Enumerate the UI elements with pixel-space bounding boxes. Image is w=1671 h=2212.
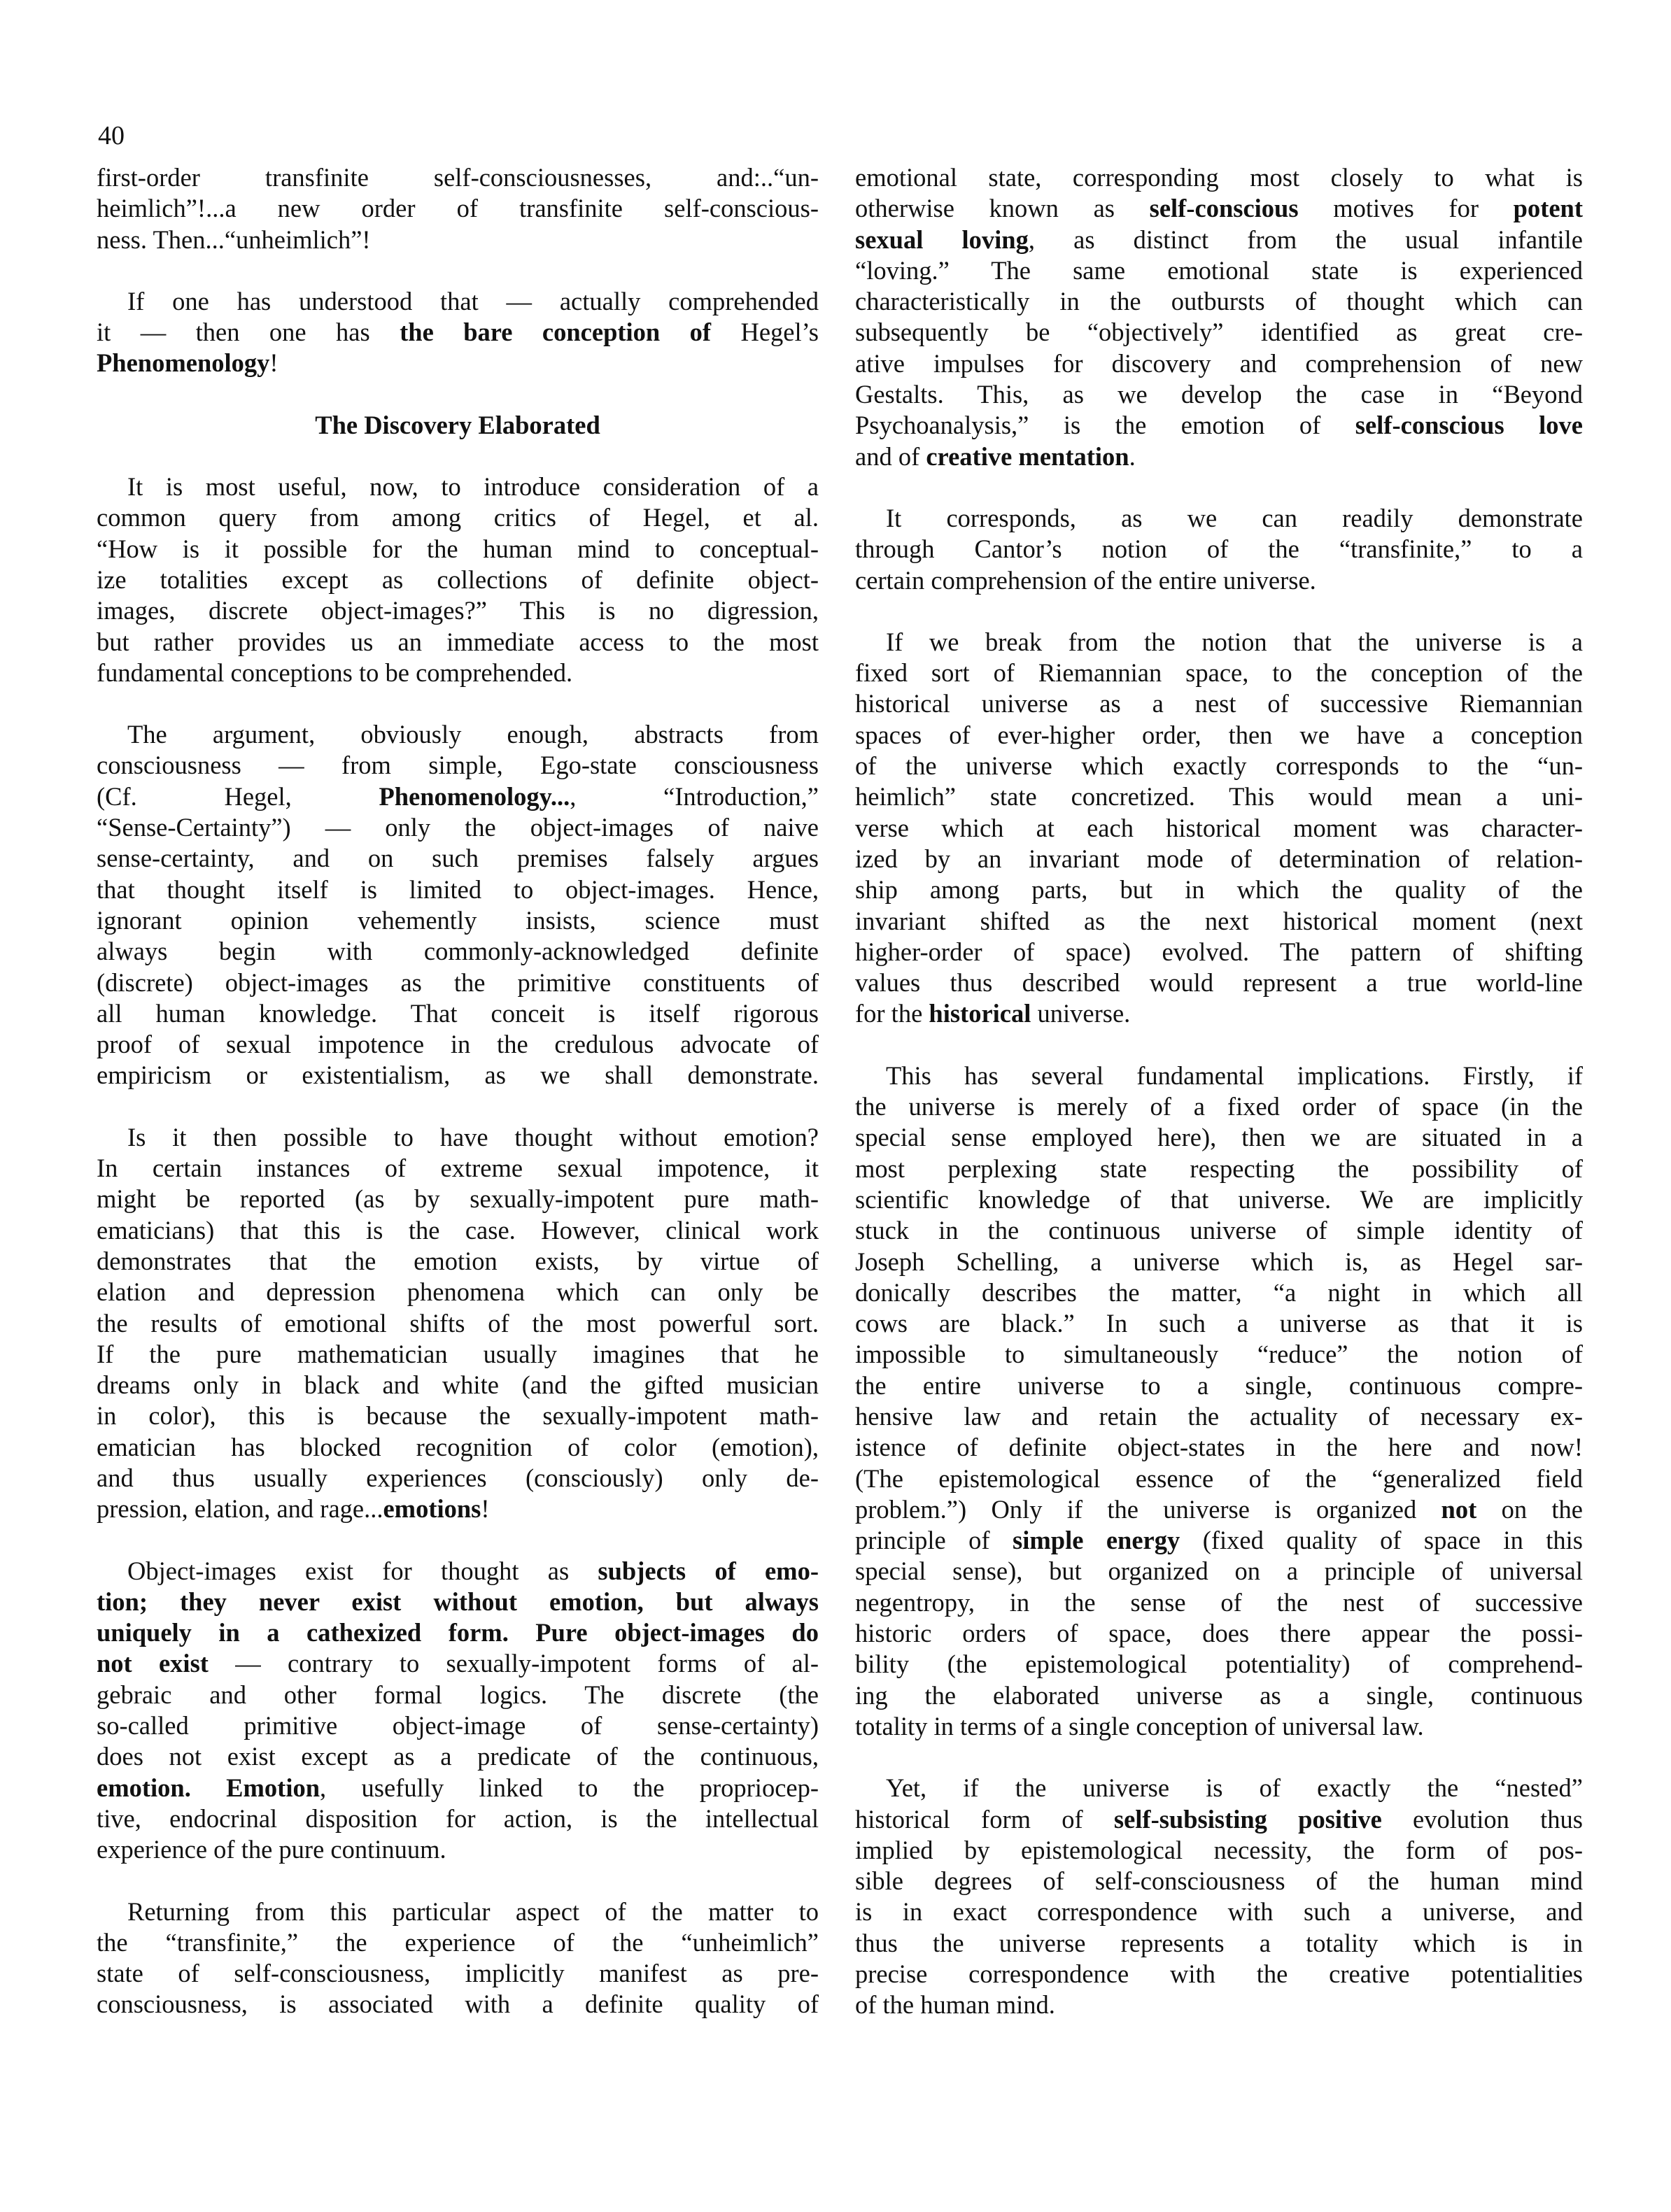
text-line: spaces of ever-higher order, then we have a conception xyxy=(855,720,1583,749)
text-line: higher-order of space) evolved. The pattern of shifting xyxy=(855,937,1583,966)
text-line: historic orders of space, does there appear the possi- xyxy=(855,1619,1583,1648)
paragraph xyxy=(855,1061,1583,1743)
text-line: It corresponds, as we can readily demonstrate xyxy=(886,503,1583,532)
text-line: images, discrete object-images?” This is no digression, xyxy=(97,596,819,625)
paragraph xyxy=(855,162,1583,472)
text-line: through Cantor’s notion of the “transfinite,” to a xyxy=(855,534,1583,564)
text-line: tive, endocrinal disposition for action, is the intellectual xyxy=(97,1803,819,1833)
text-line: (discrete) object-images as the primitive constituents of xyxy=(97,967,819,997)
text-line: “Sense-Certainty”) — only the object-images of naive xyxy=(97,813,819,842)
bold-text: tion; they never exist without emotion, but always xyxy=(97,1587,819,1616)
text-line: that thought itself is limited to object-images. Hence, xyxy=(97,874,819,904)
text-line: consciousness — from simple, Ego-state consciousness xyxy=(97,751,819,780)
text-line: verse which at each historical moment was character- xyxy=(855,813,1583,842)
text-line: of the human mind. xyxy=(855,1990,1055,2020)
text-line: The argument, obviously enough, abstracts from xyxy=(127,720,819,749)
text-line: stuck in the continuous universe of simple identity of xyxy=(855,1216,1583,1245)
text-line: state of self-consciousness, implicitly manifest as pre- xyxy=(97,1959,819,1988)
text-line: special sense employed here), then we are situated in a xyxy=(855,1123,1583,1152)
text-line: negentropy, in the sense of the nest of successive xyxy=(855,1587,1583,1617)
bold-text: simple energy xyxy=(1013,1526,1180,1555)
text-line: and of creative mentation. xyxy=(855,441,1136,471)
text-line: fundamental conceptions to be comprehended. xyxy=(97,658,573,687)
text-line: might be reported (as by sexually-impotent pure math- xyxy=(97,1184,819,1214)
bold-text: Phenomenology xyxy=(97,348,270,378)
text-line: subsequently be “objectively” identified as great cre- xyxy=(855,318,1583,347)
bold-text: not exist xyxy=(97,1649,209,1678)
bold-text: self-subsisting positive xyxy=(1113,1804,1382,1834)
text-line: values thus described would represent a true world-line xyxy=(855,968,1583,998)
text-line: “loving.” The same emotional state is experienced xyxy=(855,255,1583,285)
text-line: It is most useful, now, to introduce consideration of a xyxy=(127,472,819,502)
text-line: donically describes the matter, “a night in which all xyxy=(855,1277,1583,1307)
paragraph xyxy=(97,1556,819,1866)
text-line: dreams only in black and white (and the gifted musician xyxy=(97,1370,819,1400)
text-line: istence of definite object-states in the here and now! xyxy=(855,1433,1583,1462)
text-line: emotion. Emotion, usefully linked to the propriocep- xyxy=(97,1773,819,1802)
text-line: principle of simple energy (fixed quality of space in this xyxy=(855,1526,1583,1555)
text-line: elation and depression phenomena which can only be xyxy=(97,1277,819,1307)
text-line: sense-certainty, and on such premises falsely argues xyxy=(97,844,819,873)
text-line: special sense), but organized on a principle of universal xyxy=(855,1557,1583,1586)
text-line: consciousness, is associated with a definite quality of xyxy=(97,1990,819,2019)
text-line: hensive law and retain the actuality of necessary ex- xyxy=(855,1401,1583,1431)
text-line: bility (the epistemological potentiality) of comprehend- xyxy=(855,1650,1583,1679)
text-line: historical form of self-subsisting positive evolution thus xyxy=(855,1804,1583,1834)
text-line: heimlich” state concretized. This would mean a uni- xyxy=(855,782,1583,811)
text-line: ative impulses for discovery and comprehension of new xyxy=(855,348,1583,378)
text-line: for the historical universe. xyxy=(855,999,1131,1028)
text-line: ship among parts, but in which the quality of the xyxy=(855,875,1583,905)
text-line: in color), this is because the sexually-impotent math- xyxy=(97,1401,819,1431)
text-line: Gestalts. This, as we develop the case in “Beyond xyxy=(855,380,1583,409)
text-line: implied by epistemological necessity, the form of pos- xyxy=(855,1835,1583,1864)
text-line: of the universe which exactly corresponds to the “un- xyxy=(855,751,1583,781)
text-line: sexual loving, as distinct from the usual infantile xyxy=(855,225,1583,254)
text-line: all human knowledge. That conceit is itself rigorous xyxy=(97,998,819,1028)
right-column xyxy=(855,162,1583,2052)
text-line: If one has understood that — actually comprehended xyxy=(127,286,819,316)
bold-text: historical xyxy=(929,999,1031,1028)
text-line: problem.”) Only if the universe is organized not on the xyxy=(855,1494,1583,1524)
text-line: This has several fundamental implications. Firstly, if xyxy=(886,1061,1583,1090)
text-line xyxy=(97,1617,819,1648)
text-line: totality in terms of a single conception of universal law. xyxy=(855,1711,1424,1740)
text-line: the results of emotional shifts of the most powerful sort. xyxy=(97,1308,819,1338)
bold-text: emotion. Emotion xyxy=(97,1773,320,1802)
text-line: sible degrees of self-consciousness of the human mind xyxy=(855,1866,1583,1896)
text-line: ignorant opinion vehemently insists, science must xyxy=(97,905,819,935)
text-line: otherwise known as self-conscious motives for potent xyxy=(855,194,1584,223)
page-number: 40 xyxy=(98,121,125,150)
bold-text: the bare conception of xyxy=(400,318,712,347)
text-line: so-called primitive object-image of sense-certainty) xyxy=(97,1711,819,1740)
text-line: experience of the pure continuum. xyxy=(97,1835,446,1864)
text-line: is in exact correspondence with such a universe, and xyxy=(855,1897,1583,1927)
text-line: ing the elaborated universe as a single, continuous xyxy=(855,1680,1583,1710)
text-line: emotional state, corresponding most closely to what is xyxy=(855,163,1583,192)
text-line: Joseph Schelling, a universe which is, as Hegel sar- xyxy=(855,1247,1583,1276)
text-line: In certain instances of extreme sexual impotence, it xyxy=(97,1154,819,1183)
text-line: Object-images exist for thought as subjects of emo- xyxy=(127,1556,819,1585)
text-line: (Cf. Hegel, Phenomenology..., “Introduction,” xyxy=(97,781,819,811)
text-line: but rather provides us an immediate access to the most xyxy=(97,627,819,656)
text-line: thus the universe represents a totality which is in xyxy=(855,1928,1583,1957)
bold-text: self-conscious love xyxy=(1355,411,1583,440)
text-line: gebraic and other formal logics. The discrete (the xyxy=(97,1680,819,1709)
text-line: fixed sort of Riemannian space, to the conception of the xyxy=(855,658,1583,688)
text-line: ize totalities except as collections of definite object- xyxy=(97,565,819,594)
text-line: and thus usually experiences (consciously) only de- xyxy=(97,1463,819,1492)
paragraph xyxy=(97,472,819,688)
bold-text: emotions xyxy=(383,1494,481,1524)
bold-text: not xyxy=(1441,1494,1477,1524)
bold-text: subjects of emo- xyxy=(598,1556,819,1585)
text-line: characteristically in the outbursts of thought which can xyxy=(855,287,1583,316)
text-line: If we break from the notion that the universe is a xyxy=(886,627,1583,656)
bold-text: uniquely in a cathexized form. Pure object-images do xyxy=(97,1618,819,1647)
text-line: scientific knowledge of that universe. We are implicitly xyxy=(855,1184,1583,1214)
text-line: Phenomenology! xyxy=(97,348,278,378)
text-line: Is it then possible to have thought without emotion? xyxy=(127,1122,819,1151)
paragraph xyxy=(855,503,1583,596)
text-line: the “transfinite,” the experience of the “unheimlich” xyxy=(97,1927,819,1957)
text-line: ematicians) that this is the case. However, clinical work xyxy=(97,1215,819,1245)
bold-text: Phenomenology... xyxy=(379,781,570,811)
text-line: ized by an invariant mode of determination of relation- xyxy=(855,844,1583,873)
text-line: it — then one has the bare conception of Hegel’s xyxy=(97,318,819,347)
text-line: demonstrates that the emotion exists, by virtue of xyxy=(97,1246,819,1275)
text-line: empiricism or existentialism, as we shall demonstrate. xyxy=(97,1061,819,1090)
text-line: Returning from this particular aspect of the matter to xyxy=(127,1896,819,1926)
text-line: (The epistemological essence of the “generalized field xyxy=(855,1463,1583,1493)
text-line: precise correspondence with the creative potentialities xyxy=(855,1959,1583,1989)
bold-text: creative mentation xyxy=(926,441,1129,471)
text-line: Yet, if the universe is of exactly the “nested” xyxy=(886,1773,1583,1803)
text-line: heimlich”!...a new order of transfinite self-conscious- xyxy=(97,194,819,223)
paragraph xyxy=(97,286,819,379)
bold-text: potent xyxy=(1513,194,1584,223)
left-column xyxy=(97,162,819,2051)
paragraph xyxy=(97,162,819,255)
text-line: impossible to simultaneously “reduce” the notion of xyxy=(855,1340,1583,1369)
text-line: always begin with commonly-acknowledged definite xyxy=(97,937,819,966)
text-line: not exist — contrary to sexually-impotent forms of al- xyxy=(97,1649,819,1678)
paragraph xyxy=(97,719,819,1091)
text-line: cows are black.” In such a universe as that it is xyxy=(855,1309,1583,1338)
text-line: the universe is merely of a fixed order of space (in the xyxy=(855,1092,1583,1121)
text-line: If the pure mathematician usually imagines that he xyxy=(97,1339,819,1368)
text-line: ness. Then...“unheimlich”! xyxy=(97,225,371,254)
text-line: most perplexing state respecting the possibility of xyxy=(855,1154,1583,1183)
text-line: certain comprehension of the entire universe. xyxy=(855,565,1316,595)
text-line: first-order transfinite self-consciousnesses, and:..“un- xyxy=(97,163,819,192)
section-heading: The Discovery Elaborated xyxy=(315,410,600,439)
paragraph xyxy=(855,627,1583,1030)
bold-text: self-conscious xyxy=(1149,194,1299,223)
bold-text: sexual loving xyxy=(855,225,1029,254)
text-line: does not exist except as a predicate of the continuous, xyxy=(97,1742,819,1771)
text-line: ematician has blocked recognition of color (emotion), xyxy=(97,1432,819,1461)
paragraph xyxy=(97,1896,819,2020)
text-line: proof of sexual impotence in the credulous advocate of xyxy=(97,1030,819,1059)
text-line: the entire universe to a single, continuous compre- xyxy=(855,1370,1583,1400)
text-line: common query from among critics of Hegel, et al. xyxy=(97,503,819,532)
paragraph xyxy=(97,1122,819,1525)
paragraph xyxy=(855,1773,1583,2020)
text-line: invariant shifted as the next historical moment (next xyxy=(855,906,1583,935)
text-line xyxy=(97,1587,819,1617)
text-line: pression, elation, and rage...emotions! xyxy=(97,1494,490,1524)
text-line: historical universe as a nest of successive Riemannian xyxy=(855,689,1583,718)
text-line: “How is it possible for the human mind to conceptual- xyxy=(97,534,819,563)
text-line: Psychoanalysis,” is the emotion of self-conscious love xyxy=(855,411,1583,440)
